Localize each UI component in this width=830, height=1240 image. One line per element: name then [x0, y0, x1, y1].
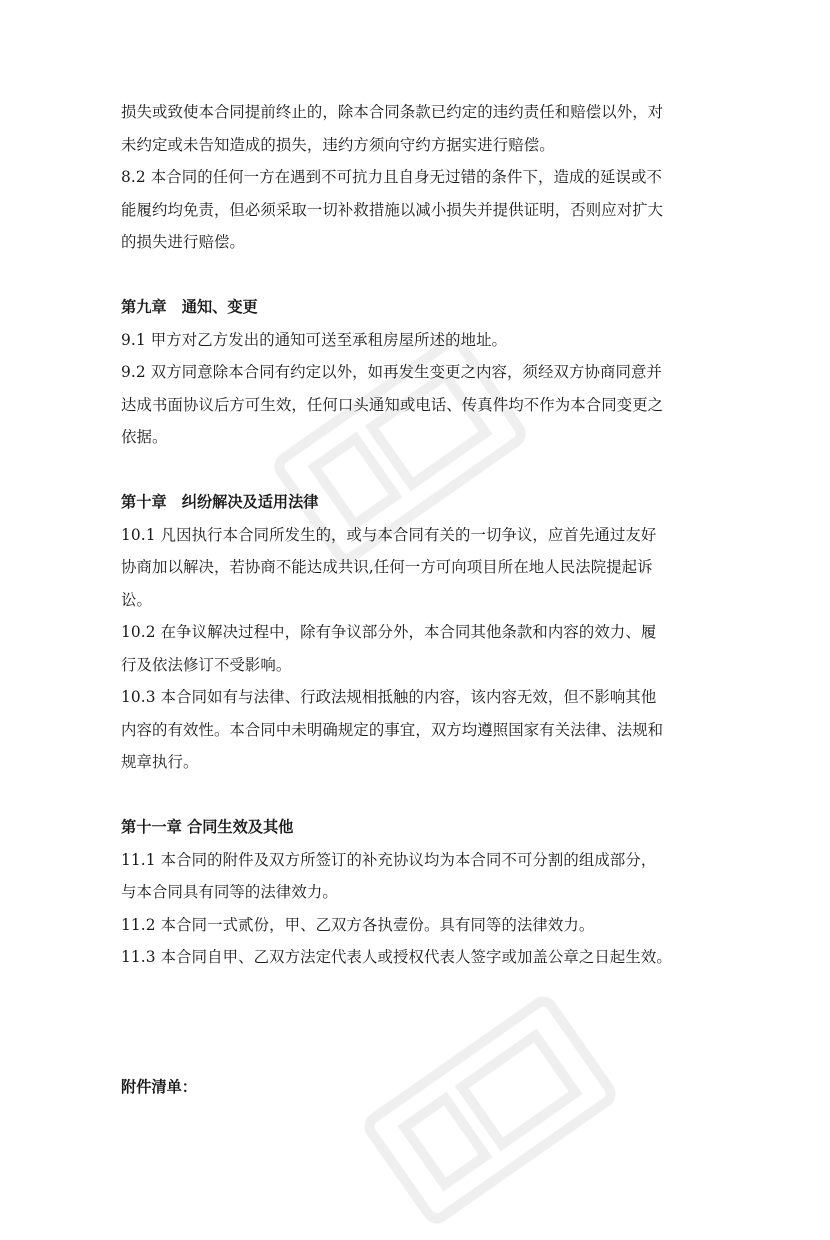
section-spacer: [121, 1039, 721, 1072]
section-spacer: [121, 454, 721, 487]
section-spacer: [121, 779, 721, 812]
paragraph-line: 11.1 本合同的附件及双方所签订的补充协议均为本合同不可分割的组成部分，: [121, 850, 657, 869]
paragraph-line: 11.2 本合同一式贰份，甲、乙双方各执壹份。具有同等的法律效力。: [121, 915, 595, 934]
paragraph-line: 行及依法修订不受影响。: [121, 655, 292, 674]
paragraph-line: 9.1 甲方对乙方发出的通知可送至承租房屋所述的地址。: [121, 330, 508, 349]
paragraph-line: 规章执行。: [121, 753, 199, 771]
paragraph-line: 9.2 双方同意除本合同有约定以外，如再发生变更之内容，须经双方协商同意并: [121, 363, 662, 381]
attachment-list-heading: 附件清单：: [121, 1078, 197, 1096]
section-continuation: [121, 96, 721, 259]
paragraph-line: 损失或致使本合同提前终止的，除本合同条款已约定的违约责任和赔偿以外，对: [121, 103, 664, 121]
paragraph-line: 11.3 本合同自甲、乙双方法定代表人或授权代表人签字或加盖公章之日起生效。: [121, 948, 672, 966]
section-chapter-9: [121, 291, 721, 454]
paragraph-line: 依据。: [121, 428, 168, 446]
document-body: [121, 96, 721, 1104]
paragraph-line: 未约定或未告知造成的损失，违约方须向守约方据实进行赔偿。: [121, 135, 555, 154]
paragraph-line: 达成书面协议后方可生效，任何口头通知或电话、传真件均不作为本合同变更之: [121, 395, 664, 414]
paragraph-line: 10.1 凡因执行本合同所发生的，或与本合同有关的一切争议，应首先通过友好: [121, 525, 657, 544]
chapter-heading: 第十一章 合同生效及其他: [121, 818, 294, 836]
section-chapter-10: [121, 486, 721, 779]
section-spacer: [121, 974, 721, 1039]
paragraph-line: 协商加以解决，若协商不能达成共识,任何一方可向项目所在地人民法院提起诉: [121, 558, 653, 576]
paragraph-line: 能履约均免责，但必须采取一切补救措施以减小损失并提供证明，否则应对扩大: [121, 200, 664, 219]
paragraph-line: 10.3 本合同如有与法律、行政法规相抵触的内容，该内容无效，但不影响其他: [121, 688, 657, 706]
paragraph-line: 讼。: [121, 590, 152, 609]
section-chapter-11: [121, 811, 721, 974]
section-spacer: [121, 259, 721, 292]
chapter-heading: 第十章 纠纷解决及适用法律: [121, 493, 319, 511]
paragraph-line: 内容的有效性。本合同中未明确规定的事宜，双方均遵照国家有关法律、法规和: [121, 720, 664, 739]
paragraph-line: 10.2 在争议解决过程中，除有争议部分外，本合同其他条款和内容的效力、履: [121, 623, 657, 641]
paragraph-line: 的损失进行赔偿。: [121, 233, 245, 251]
paragraph-line: 8.2 本合同的任何一方在遇到不可抗力且自身无过错的条件下，造成的延误或不: [121, 168, 662, 186]
paragraph-line: 与本合同具有同等的法律效力。: [121, 883, 338, 901]
chapter-heading: 第九章 通知、变更: [121, 298, 258, 316]
